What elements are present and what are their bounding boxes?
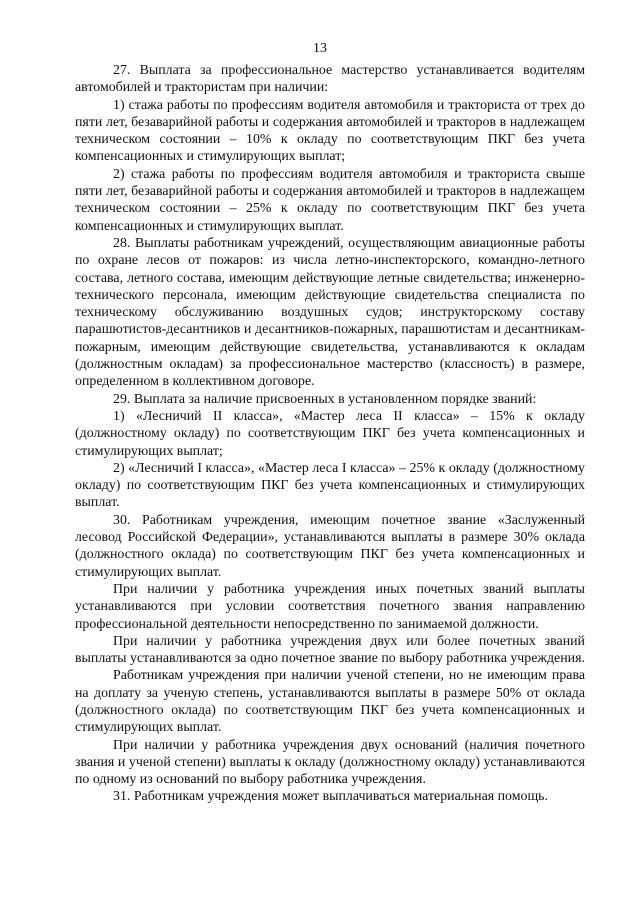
- paragraph-30: 30. Работникам учреждения, имеющим почетное звание «Заслуженный лесовод Российской Федерации», устанавливаются выплаты в размере 30% оклада (должностного оклада) по соответствующим ПКГ без учета компенсационных и стимулирующих выплат.: [75, 512, 585, 580]
- paragraph-31: 31. Работникам учреждения может выплачиваться материальная помощь.: [113, 789, 548, 805]
- paragraph-29: 29. Выплата за наличие присвоенных в установленном порядке званий:: [113, 391, 537, 407]
- paragraph-30-other-titles: При наличии у работника учреждения иных почетных званий выплаты устанавливаются при условии соответствия почетного звания направлению профессиональной деятельности непосредственно по занимаемой должности.: [75, 581, 585, 632]
- paragraph-29-item-1: 1) «Лесничий II класса», «Мастер леса II класса» – 15% к окладу (должностному окладу) по соответствующим ПКГ без учета компенсационных и стимулирующих выплат;: [75, 408, 585, 459]
- paragraph-27: 27. Выплата за профессиональное мастерство устанавливается водителям автомобилей и трактористам при наличии:: [75, 63, 585, 96]
- paragraph-27-item-2: 2) стажа работы по профессиям водителя автомобиля и тракториста свыше пяти лет, безаварийной работы и содержания автомобилей и тракторов в надлежащем техническом состоянии – 25% к окладу по соответствующим ПКГ без учета компенсационных и стимулирующих выплат.: [75, 166, 585, 234]
- paragraph-30-multiple-titles: При наличии у работника учреждения двух или более почетных званий выплаты устанавливаются за одно почетное звание по выбору работника учреждения.: [75, 633, 585, 667]
- paragraph-30-academic-degree: Работникам учреждения при наличии ученой степени, но не имеющим права на доплату за ученую степень, устанавливаются выплаты в размере 50% от оклада (должностного оклада) по соответствующим ПКГ без учета компенсационных и стимулирующих выплат.: [75, 668, 585, 736]
- paragraph-28: 28. Выплаты работникам учреждений, осуществляющим авиационные работы по охране лесов от пожаров: из числа летно-инспекторского, командно-летного состава, летного состава, имеющим действующие летные свидетельства; инженерно-технического персонала, имеющим действующие свидетельства специалиста по техническому обслуживанию воздушных судов; инструкторскому составу парашютистов-десантников и десантников-пожарных, парашютистам и десантникам-пожарным, имеющим действующие свидетельства, устанавливаются к окладам (должностным окладам) за профессиональное мастерство (классность) в размере, определенном в коллективном договоре.: [75, 235, 585, 390]
- paragraph-30-two-grounds: При наличии у работника учреждения двух оснований (наличия почетного звания и ученой степени) выплаты к окладу (должностному окладу) устанавливаются по одному из оснований по выбору работника учреждения.: [75, 737, 585, 788]
- paragraph-27-item-1: 1) стажа работы по профессиям водителя автомобиля и тракториста от трех до пяти лет, безаварийной работы и содержания автомобилей и тракторов в надлежащем техническом состоянии – 10% к окладу по соответствующим ПКГ без учета компенсационных и стимулирующих выплат;: [75, 97, 585, 165]
- paragraph-29-item-2: 2) «Лесничий I класса», «Мастер леса I класса» – 25% к окладу (должностному окладу) по соответствующим ПКГ без учета компенсационных и стимулирующих выплат.: [75, 460, 585, 511]
- document-body: [75, 62, 585, 806]
- page-number: 13: [313, 41, 327, 56]
